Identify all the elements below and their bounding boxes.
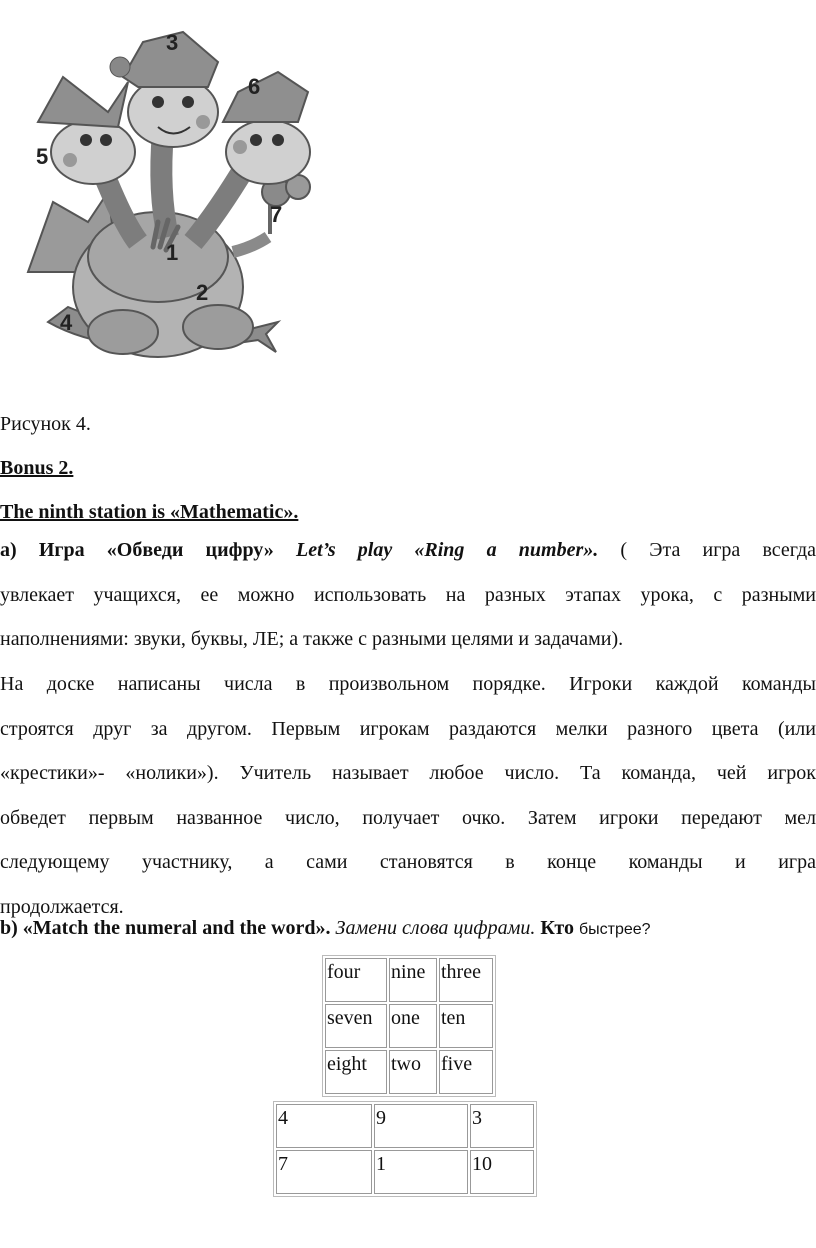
figure-label-2: 2	[196, 280, 209, 305]
table-cell: three	[439, 958, 493, 1002]
figure-caption: Рисунок 4.	[0, 413, 91, 435]
part-a-line-1	[0, 528, 816, 573]
rules-line: обведет первым названное число, получает очко. Затем игроки передают мел	[0, 806, 816, 829]
table-row	[325, 958, 493, 1002]
rules-line: «крестики»- «нолики»). Учитель называет любое число. Та команда, чей игрок	[0, 762, 816, 784]
figure-label-3: 3	[166, 30, 179, 55]
table-cell: 3	[470, 1104, 534, 1148]
table-cell: four	[325, 958, 387, 1002]
figure-label-6: 6	[248, 74, 261, 99]
table-cell: 4	[276, 1104, 372, 1148]
rules-line: строятся друг за другом. Первым игрокам раздаются мелки разного цвета (или	[0, 717, 816, 740]
table-cell: 7	[276, 1150, 372, 1194]
table-cell: 9	[374, 1104, 468, 1148]
table-cell: ten	[439, 1004, 493, 1048]
table-cell: nine	[389, 958, 437, 1002]
part-a-label: а) Игра «Обведи цифру»	[0, 539, 274, 561]
table-cell: one	[389, 1004, 437, 1048]
figure-label-1: 1	[166, 240, 179, 265]
table-cell: seven	[325, 1004, 387, 1048]
table-row	[276, 1104, 534, 1148]
part-a-line-2: увлекает учащихся, ее можно использовать на разных этапах урока, с разными	[0, 583, 816, 606]
part-b-title: b) «Match the numeral and the word».	[0, 917, 331, 939]
dragon-illustration	[8, 22, 326, 374]
part-b-line	[0, 906, 816, 952]
part-b-faster: быстрее?	[578, 921, 651, 938]
part-b-who: Кто	[540, 917, 574, 939]
table-row	[276, 1150, 534, 1194]
rules-line: следующему участнику, а сами становятся в конце команды и игра	[0, 851, 816, 873]
station-heading: The ninth station is «Mathematic».	[0, 501, 299, 523]
table-cell: two	[389, 1050, 437, 1094]
numbers-table	[273, 1101, 537, 1197]
figure-label-7: 7	[270, 202, 283, 227]
words-table	[322, 955, 496, 1097]
table-cell: 1	[374, 1150, 468, 1194]
table-cell: eight	[325, 1050, 387, 1094]
table-cell: 10	[470, 1150, 534, 1194]
rules-paragraph	[0, 662, 816, 929]
part-a-line1-tail: ( Эта игра всегда	[620, 539, 816, 561]
rules-line: На доске написаны числа в произвольном порядке. Игроки каждой команды	[0, 673, 816, 695]
rules-line: продолжается.	[0, 895, 124, 918]
table-row	[325, 1050, 493, 1094]
part-b-instruction: Замени слова цифрами.	[335, 917, 536, 939]
part-a-paragraph	[0, 528, 816, 662]
figure-label-5: 5	[36, 144, 49, 169]
bonus-heading: Bonus 2.	[0, 457, 74, 479]
table-cell: five	[439, 1050, 493, 1094]
dragon-drawing	[8, 22, 326, 374]
part-a-title-en: Let’s play «Ring a number».	[296, 539, 599, 561]
table-row	[325, 1004, 493, 1048]
figure-label-4: 4	[60, 310, 73, 335]
part-a-line-3: наполнениями: звуки, буквы, ЛЕ; а также с разными целями и задачами).	[0, 628, 624, 650]
